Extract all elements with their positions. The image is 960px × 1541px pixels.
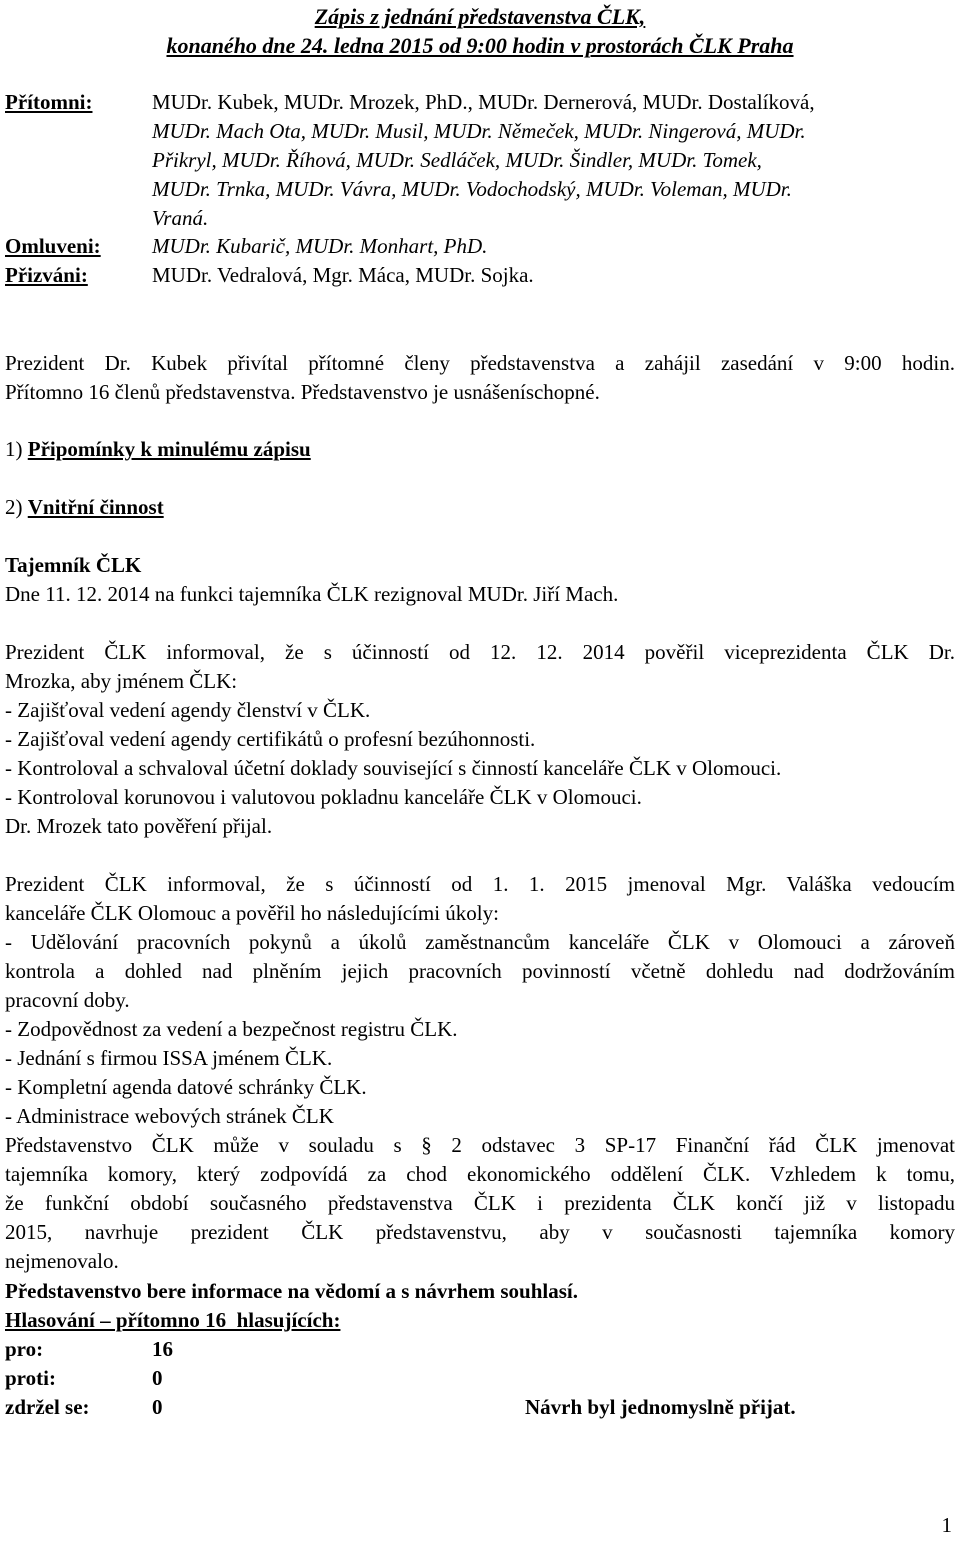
title-line-2: konaného dne 24. ledna 2015 od 9:00 hodin v prostorách ČLK Praha [166, 33, 794, 58]
para1-line: - Zajišťoval vedení agendy členství v ČLK. [5, 698, 371, 722]
para1-line: Prezident ČLK informoval, že s účinností od 12. 12. 2014 pověřil viceprezidenta ČLK Dr. [5, 640, 955, 664]
present-line: Vraná. [152, 206, 209, 230]
para2-line: kanceláře ČLK Olomouc a pověřil ho následujícími úkoly: [5, 901, 499, 925]
para2-line: kontrola a dohled nad plněním jejich pracovních povinností včetně dohledu nad dodržováním [5, 959, 955, 983]
section-title: Připomínky k minulému zápisu [27, 437, 311, 461]
vote-against-label: proti: [5, 1366, 56, 1390]
para2-line: - Zodpovědnost za vedení a bezpečnost registru ČLK. [5, 1017, 458, 1041]
present-line: Přikryl, MUDr. Říhová, MUDr. Sedláček, MUDr. Šindler, MUDr. Tomek, [152, 148, 762, 172]
vote-heading: Hlasování – přítomno 16 hlasujících: [5, 1308, 341, 1332]
para2-line: pracovní doby. [5, 988, 130, 1012]
para1-line: Dr. Mrozek tato pověření přijal. [5, 814, 273, 838]
section-number: 2) [5, 495, 23, 519]
invited-text: MUDr. Vedralová, Mgr. Máca, MUDr. Sojka. [152, 263, 534, 287]
title-line-1: Zápis z jednání představenstva ČLK, [314, 4, 646, 29]
vote-against-value: 0 [152, 1366, 163, 1390]
para2-line: Prezident ČLK informoval, že s účinností od 1. 1. 2015 jmenoval Mgr. Valáška vedoucím [5, 872, 955, 896]
present-line: MUDr. Trnka, MUDr. Vávra, MUDr. Vodochodský, MUDr. Voleman, MUDr. [152, 177, 792, 201]
para2-line: - Administrace webových stránek ČLK [5, 1104, 334, 1128]
present-line: MUDr. Mach Ota, MUDr. Musil, MUDr. Němeček, MUDr. Ningerová, MUDr. [152, 119, 806, 143]
para2-line: - Jednání s firmou ISSA jménem ČLK. [5, 1046, 333, 1070]
para1-line: - Zajišťoval vedení agendy certifikátů o profesní bezúhonnosti. [5, 727, 536, 751]
para2-line: že funkční období současného představenstva ČLK i prezidenta ČLK končí již v listopadu [5, 1191, 955, 1215]
para2-line: Představenstvo ČLK může v souladu s § 2 odstavec 3 SP-17 Finanční řád ČLK jmenovat [5, 1133, 955, 1157]
intro-line: Přítomno 16 členů představenstva. Představenstvo je usnášeníschopné. [5, 380, 600, 404]
para2-line: tajemníka komory, který zodpovídá za chod ekonomického oddělení ČLK. Vzhledem k tomu, [5, 1162, 955, 1186]
secretary-heading: Tajemník ČLK [5, 553, 142, 577]
present-line: MUDr. Kubek, MUDr. Mrozek, PhD., MUDr. Dernerová, MUDr. Dostalíková, [152, 90, 815, 114]
section-1-heading [5, 435, 311, 464]
para2-line: nejmenovalo. [5, 1249, 119, 1273]
page-number: 1 [941, 1513, 952, 1537]
decision-text: Představenstvo bere informace na vědomí a s návrhem souhlasí. [5, 1279, 578, 1303]
invited-label: Přizváni: [5, 263, 88, 287]
para2-line: - Kompletní agenda datové schránky ČLK. [5, 1075, 367, 1099]
section-title: Vnitřní činnost [27, 495, 164, 519]
section-2-heading [5, 493, 164, 522]
para1-line: - Kontroloval a schvaloval účetní doklady související s činností kanceláře ČLK v Olomouci. [5, 756, 782, 780]
para2-line: 2015, navrhuje prezident ČLK představenstvu, aby v současnosti tajemníka komory [5, 1220, 955, 1244]
vote-for-label: pro: [5, 1337, 44, 1361]
para2-line: - Udělování pracovních pokynů a úkolů zaměstnancům kanceláře ČLK v Olomouci a zároveň [5, 930, 955, 954]
vote-abstain-label: zdržel se: [5, 1395, 90, 1419]
excused-text: MUDr. Kubarič, MUDr. Monhart, PhD. [152, 234, 488, 258]
vote-for-value: 16 [152, 1337, 173, 1361]
resign-line: Dne 11. 12. 2014 na funkci tajemníka ČLK rezignoval MUDr. Jiří Mach. [5, 582, 619, 606]
vote-result: Návrh byl jednomyslně přijat. [525, 1395, 796, 1419]
intro-line: Prezident Dr. Kubek přivítal přítomné členy představenstva a zahájil zasedání v 9:00 hodin. [5, 351, 955, 375]
excused-label: Omluveni: [5, 234, 101, 258]
para1-line: - Kontroloval korunovou i valutovou pokladnu kanceláře ČLK v Olomouci. [5, 785, 642, 809]
section-number: 1) [5, 437, 23, 461]
present-label: Přítomni: [5, 90, 93, 114]
vote-abstain-value: 0 [152, 1395, 163, 1419]
para1-line: Mrozka, aby jménem ČLK: [5, 669, 238, 693]
